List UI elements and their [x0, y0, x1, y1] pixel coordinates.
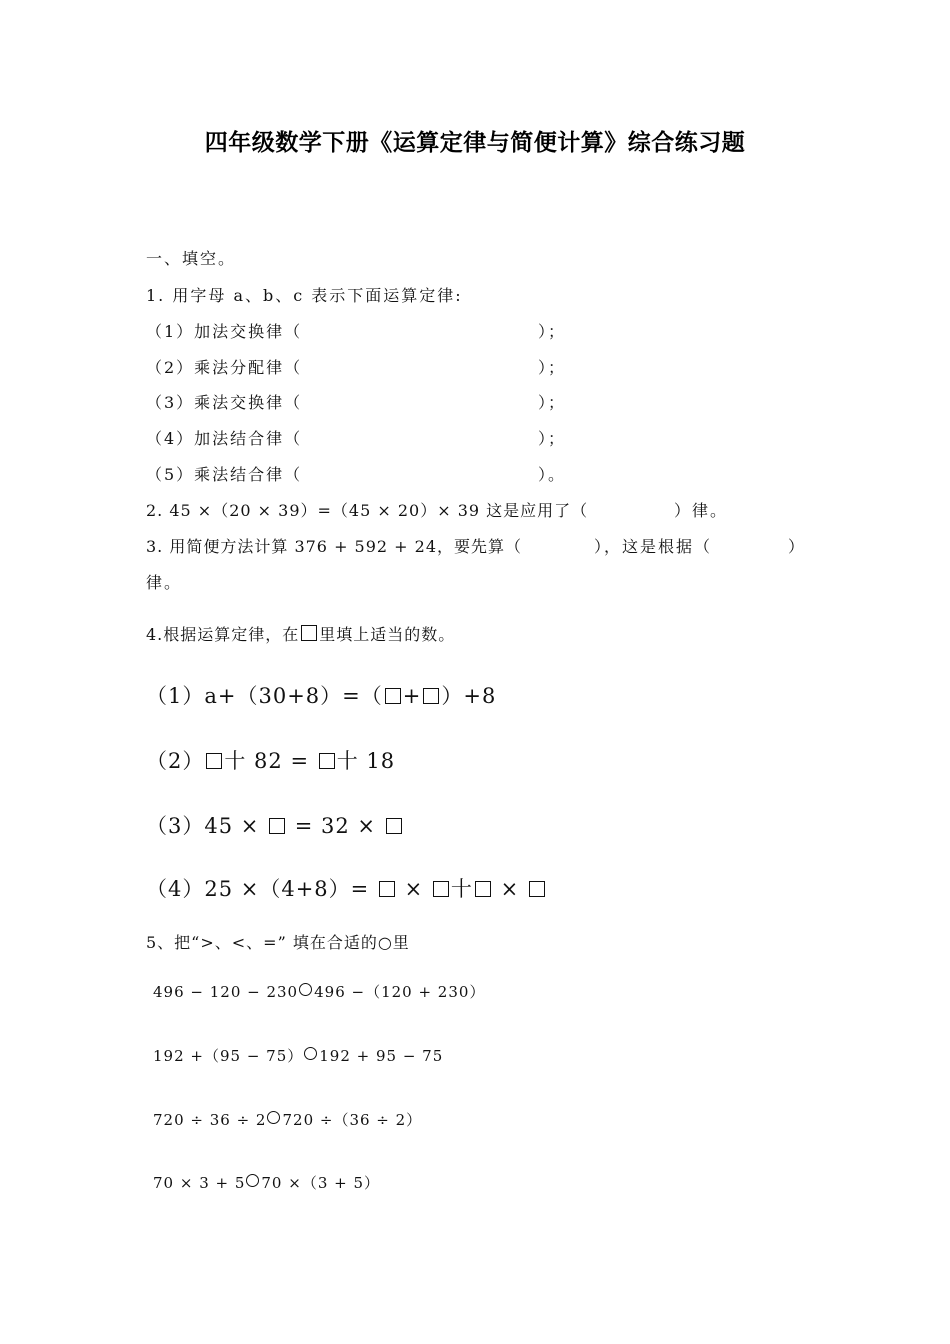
- question-3-right: ）: [788, 537, 807, 556]
- question-4-stem: 4.根据运算定律，在 里填上适当的数。: [146, 625, 456, 644]
- question-1-item-5-end: ）。: [538, 465, 567, 484]
- blank-box-icon: [301, 625, 317, 641]
- blank-box-icon[interactable]: [385, 688, 401, 704]
- question-1-item-4: （4）加法结合律（: [146, 429, 303, 448]
- blank-box-icon[interactable]: [379, 881, 395, 897]
- compare-circle-icon[interactable]: [267, 1111, 280, 1124]
- compare-circle-icon[interactable]: [299, 983, 312, 996]
- compare-row-3: 720 ÷ 36 ÷ 2 720 ÷（36 ÷ 2）: [153, 1111, 423, 1129]
- blank-box-icon[interactable]: [206, 753, 222, 769]
- question-1-item-1-end: ）；: [538, 322, 567, 341]
- question-1-item-5: （5）乘法结合律（: [146, 465, 303, 484]
- blank-box-icon[interactable]: [319, 753, 335, 769]
- blank-box-icon[interactable]: [423, 688, 439, 704]
- question-1-item-1: （1）加法交换律（: [146, 322, 303, 341]
- section-heading: 一、填空。: [146, 249, 237, 268]
- blank-box-icon[interactable]: [529, 881, 545, 897]
- question-1-item-3-end: ）；: [538, 393, 567, 412]
- question-3-mid: ），这是根据（: [594, 537, 713, 556]
- blank-box-icon[interactable]: [269, 818, 285, 834]
- question-4-item-3: （3）45 × = 32 ×: [146, 810, 404, 840]
- question-5-stem: 5、把“>、<、=” 填在合适的○里: [146, 933, 410, 952]
- question-1-item-3: （3）乘法交换律（: [146, 393, 303, 412]
- compare-circle-icon[interactable]: [304, 1047, 317, 1060]
- compare-row-2: 192 +（95 − 75） 192 + 95 − 75: [153, 1047, 444, 1065]
- question-1-item-2: （2）乘法分配律（: [146, 358, 303, 377]
- compare-row-4: 70 × 3 + 5 70 ×（3 + 5）: [153, 1174, 381, 1192]
- blank-box-icon[interactable]: [433, 881, 449, 897]
- question-1-item-4-end: ）；: [538, 429, 567, 448]
- question-3-left: 3. 用简便方法计算 376 + 592 + 24，要先算（: [146, 537, 523, 556]
- question-2-right: ）律。: [674, 501, 729, 520]
- question-1-stem: 1. 用字母 a、b、c 表示下面运算定律:: [146, 286, 463, 305]
- question-1-item-2-end: ）；: [538, 358, 567, 377]
- compare-circle-icon[interactable]: [246, 1174, 259, 1187]
- compare-row-1: 496 − 120 − 230 496 −（120 + 230）: [153, 983, 486, 1001]
- blank-box-icon[interactable]: [475, 881, 491, 897]
- question-3-continuation: 律。: [146, 573, 183, 592]
- question-2-left: 2. 45 ×（20 × 39）=（45 × 20）× 39 这是应用了（: [146, 501, 589, 520]
- question-4-item-2: （2） 十 82 = 十 18: [146, 749, 396, 773]
- question-4-item-1: （1）a+（30+8）=（ + ）+8: [146, 684, 497, 708]
- question-4-item-4: （4）25 ×（4+8）= × 十 ×: [146, 873, 547, 903]
- page-title: 四年级数学下册《运算定律与简便计算》综合练习题: [204, 130, 746, 156]
- blank-box-icon[interactable]: [386, 818, 402, 834]
